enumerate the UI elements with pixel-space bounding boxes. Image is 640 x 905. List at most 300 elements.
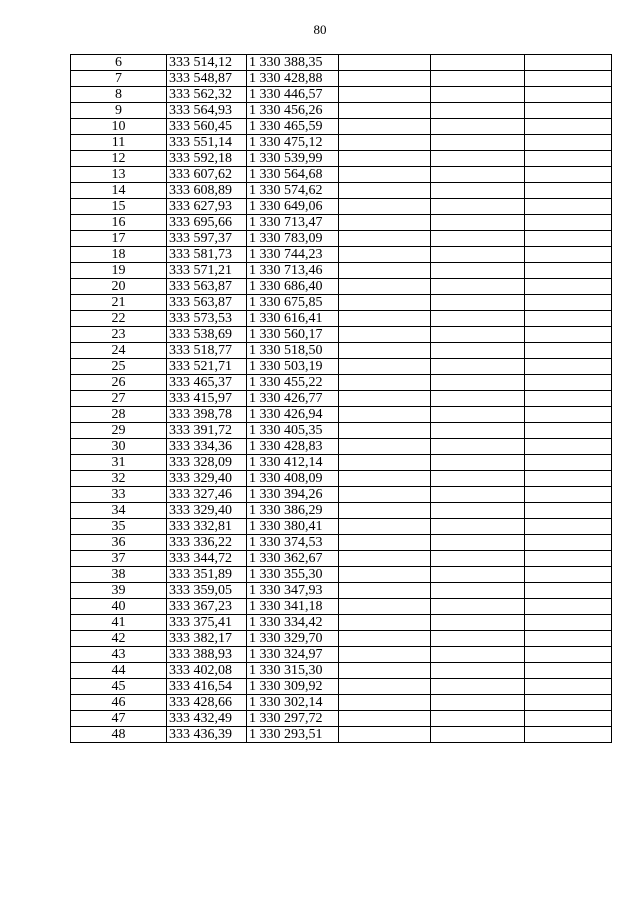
empty-cell (339, 183, 431, 199)
empty-cell (339, 519, 431, 535)
x-coordinate-cell: 333 436,39 (167, 727, 247, 743)
empty-cell (339, 407, 431, 423)
table-row (71, 663, 612, 679)
empty-cell (431, 199, 525, 215)
x-coordinate-cell: 333 627,93 (167, 199, 247, 215)
empty-cell (525, 407, 612, 423)
table-row (71, 567, 612, 583)
y-coordinate-cell: 1 330 744,23 (247, 247, 339, 263)
table-row (71, 231, 612, 247)
table-row (71, 327, 612, 343)
empty-cell (525, 295, 612, 311)
empty-cell (339, 55, 431, 71)
empty-cell (525, 215, 612, 231)
y-coordinate-cell: 1 330 475,12 (247, 135, 339, 151)
point-number-cell: 11 (71, 135, 167, 151)
empty-cell (431, 727, 525, 743)
table-row (71, 295, 612, 311)
table-row (71, 615, 612, 631)
y-coordinate-cell: 1 330 560,17 (247, 327, 339, 343)
empty-cell (431, 695, 525, 711)
y-coordinate-cell: 1 330 297,72 (247, 711, 339, 727)
empty-cell (525, 535, 612, 551)
empty-cell (339, 231, 431, 247)
table-row (71, 343, 612, 359)
point-number-cell: 30 (71, 439, 167, 455)
table-row (71, 359, 612, 375)
table-row (71, 695, 612, 711)
empty-cell (431, 151, 525, 167)
x-coordinate-cell: 333 562,32 (167, 87, 247, 103)
table-row (71, 487, 612, 503)
y-coordinate-cell: 1 330 713,47 (247, 215, 339, 231)
table-row (71, 375, 612, 391)
empty-cell (525, 727, 612, 743)
empty-cell (525, 679, 612, 695)
y-coordinate-cell: 1 330 341,18 (247, 599, 339, 615)
point-number-cell: 6 (71, 55, 167, 71)
point-number-cell: 22 (71, 311, 167, 327)
empty-cell (431, 471, 525, 487)
table-row (71, 439, 612, 455)
x-coordinate-cell: 333 695,66 (167, 215, 247, 231)
y-coordinate-cell: 1 330 713,46 (247, 263, 339, 279)
empty-cell (525, 55, 612, 71)
table-row (71, 471, 612, 487)
point-number-cell: 9 (71, 103, 167, 119)
point-number-cell: 39 (71, 583, 167, 599)
empty-cell (339, 487, 431, 503)
empty-cell (431, 615, 525, 631)
empty-cell (339, 535, 431, 551)
x-coordinate-cell: 333 327,46 (167, 487, 247, 503)
coordinates-table-body (71, 55, 612, 743)
y-coordinate-cell: 1 330 426,77 (247, 391, 339, 407)
empty-cell (525, 327, 612, 343)
empty-cell (339, 375, 431, 391)
point-number-cell: 7 (71, 71, 167, 87)
y-coordinate-cell: 1 330 309,92 (247, 679, 339, 695)
x-coordinate-cell: 333 573,53 (167, 311, 247, 327)
y-coordinate-cell: 1 330 649,06 (247, 199, 339, 215)
point-number-cell: 48 (71, 727, 167, 743)
table-row (71, 87, 612, 103)
y-coordinate-cell: 1 330 334,42 (247, 615, 339, 631)
point-number-cell: 46 (71, 695, 167, 711)
point-number-cell: 16 (71, 215, 167, 231)
empty-cell (525, 663, 612, 679)
point-number-cell: 35 (71, 519, 167, 535)
table-row (71, 599, 612, 615)
empty-cell (525, 279, 612, 295)
empty-cell (431, 439, 525, 455)
empty-cell (525, 391, 612, 407)
point-number-cell: 36 (71, 535, 167, 551)
point-number-cell: 26 (71, 375, 167, 391)
empty-cell (339, 727, 431, 743)
y-coordinate-cell: 1 330 783,09 (247, 231, 339, 247)
coordinates-table (70, 54, 612, 743)
empty-cell (431, 167, 525, 183)
table-row (71, 423, 612, 439)
empty-cell (339, 583, 431, 599)
empty-cell (431, 663, 525, 679)
x-coordinate-cell: 333 402,08 (167, 663, 247, 679)
point-number-cell: 14 (71, 183, 167, 199)
empty-cell (339, 391, 431, 407)
empty-cell (525, 359, 612, 375)
table-row (71, 167, 612, 183)
empty-cell (525, 599, 612, 615)
empty-cell (339, 551, 431, 567)
empty-cell (431, 647, 525, 663)
empty-cell (431, 423, 525, 439)
empty-cell (525, 615, 612, 631)
table-row (71, 311, 612, 327)
x-coordinate-cell: 333 607,62 (167, 167, 247, 183)
empty-cell (339, 423, 431, 439)
table-row (71, 711, 612, 727)
point-number-cell: 27 (71, 391, 167, 407)
y-coordinate-cell: 1 330 456,26 (247, 103, 339, 119)
empty-cell (525, 519, 612, 535)
y-coordinate-cell: 1 330 408,09 (247, 471, 339, 487)
empty-cell (431, 359, 525, 375)
x-coordinate-cell: 333 597,37 (167, 231, 247, 247)
empty-cell (431, 455, 525, 471)
empty-cell (431, 231, 525, 247)
y-coordinate-cell: 1 330 455,22 (247, 375, 339, 391)
empty-cell (339, 647, 431, 663)
point-number-cell: 15 (71, 199, 167, 215)
x-coordinate-cell: 333 344,72 (167, 551, 247, 567)
x-coordinate-cell: 333 334,36 (167, 439, 247, 455)
table-row (71, 391, 612, 407)
empty-cell (525, 135, 612, 151)
x-coordinate-cell: 333 581,73 (167, 247, 247, 263)
empty-cell (525, 311, 612, 327)
table-row (71, 535, 612, 551)
table-row (71, 407, 612, 423)
point-number-cell: 42 (71, 631, 167, 647)
empty-cell (431, 599, 525, 615)
point-number-cell: 38 (71, 567, 167, 583)
x-coordinate-cell: 333 332,81 (167, 519, 247, 535)
table-row (71, 455, 612, 471)
x-coordinate-cell: 333 432,49 (167, 711, 247, 727)
x-coordinate-cell: 333 608,89 (167, 183, 247, 199)
y-coordinate-cell: 1 330 405,35 (247, 423, 339, 439)
empty-cell (525, 247, 612, 263)
x-coordinate-cell: 333 551,14 (167, 135, 247, 151)
point-number-cell: 10 (71, 119, 167, 135)
x-coordinate-cell: 333 336,22 (167, 535, 247, 551)
x-coordinate-cell: 333 375,41 (167, 615, 247, 631)
point-number-cell: 19 (71, 263, 167, 279)
x-coordinate-cell: 333 415,97 (167, 391, 247, 407)
x-coordinate-cell: 333 388,93 (167, 647, 247, 663)
empty-cell (525, 455, 612, 471)
y-coordinate-cell: 1 330 503,19 (247, 359, 339, 375)
y-coordinate-cell: 1 330 362,67 (247, 551, 339, 567)
x-coordinate-cell: 333 428,66 (167, 695, 247, 711)
empty-cell (431, 583, 525, 599)
table-row (71, 55, 612, 71)
empty-cell (431, 87, 525, 103)
empty-cell (431, 295, 525, 311)
empty-cell (525, 343, 612, 359)
empty-cell (431, 503, 525, 519)
point-number-cell: 28 (71, 407, 167, 423)
y-coordinate-cell: 1 330 412,14 (247, 455, 339, 471)
x-coordinate-cell: 333 548,87 (167, 71, 247, 87)
empty-cell (525, 695, 612, 711)
x-coordinate-cell: 333 329,40 (167, 471, 247, 487)
y-coordinate-cell: 1 330 574,62 (247, 183, 339, 199)
table-row (71, 71, 612, 87)
empty-cell (339, 679, 431, 695)
x-coordinate-cell: 333 521,71 (167, 359, 247, 375)
table-row (71, 151, 612, 167)
y-coordinate-cell: 1 330 347,93 (247, 583, 339, 599)
empty-cell (525, 103, 612, 119)
empty-cell (525, 487, 612, 503)
empty-cell (431, 247, 525, 263)
point-number-cell: 31 (71, 455, 167, 471)
empty-cell (431, 679, 525, 695)
x-coordinate-cell: 333 560,45 (167, 119, 247, 135)
point-number-cell: 17 (71, 231, 167, 247)
y-coordinate-cell: 1 330 374,53 (247, 535, 339, 551)
empty-cell (431, 71, 525, 87)
empty-cell (525, 503, 612, 519)
point-number-cell: 33 (71, 487, 167, 503)
table-row (71, 215, 612, 231)
empty-cell (339, 599, 431, 615)
point-number-cell: 24 (71, 343, 167, 359)
empty-cell (525, 567, 612, 583)
empty-cell (339, 327, 431, 343)
x-coordinate-cell: 333 398,78 (167, 407, 247, 423)
empty-cell (339, 439, 431, 455)
empty-cell (525, 87, 612, 103)
empty-cell (525, 183, 612, 199)
empty-cell (525, 711, 612, 727)
table-row (71, 103, 612, 119)
y-coordinate-cell: 1 330 293,51 (247, 727, 339, 743)
empty-cell (431, 567, 525, 583)
empty-cell (525, 423, 612, 439)
table-row (71, 583, 612, 599)
empty-cell (339, 295, 431, 311)
empty-cell (431, 343, 525, 359)
empty-cell (431, 327, 525, 343)
y-coordinate-cell: 1 330 380,41 (247, 519, 339, 535)
y-coordinate-cell: 1 330 394,26 (247, 487, 339, 503)
empty-cell (339, 71, 431, 87)
empty-cell (339, 215, 431, 231)
table-row (71, 183, 612, 199)
empty-cell (339, 167, 431, 183)
empty-cell (339, 247, 431, 263)
empty-cell (525, 647, 612, 663)
empty-cell (525, 583, 612, 599)
y-coordinate-cell: 1 330 446,57 (247, 87, 339, 103)
point-number-cell: 34 (71, 503, 167, 519)
y-coordinate-cell: 1 330 426,94 (247, 407, 339, 423)
empty-cell (339, 103, 431, 119)
empty-cell (339, 711, 431, 727)
x-coordinate-cell: 333 563,87 (167, 295, 247, 311)
empty-cell (431, 631, 525, 647)
empty-cell (339, 631, 431, 647)
table-row (71, 647, 612, 663)
table-row (71, 247, 612, 263)
point-number-cell: 23 (71, 327, 167, 343)
empty-cell (431, 487, 525, 503)
table-row (71, 551, 612, 567)
empty-cell (431, 135, 525, 151)
y-coordinate-cell: 1 330 428,83 (247, 439, 339, 455)
empty-cell (339, 567, 431, 583)
empty-cell (339, 279, 431, 295)
point-number-cell: 44 (71, 663, 167, 679)
x-coordinate-cell: 333 351,89 (167, 567, 247, 583)
x-coordinate-cell: 333 328,09 (167, 455, 247, 471)
y-coordinate-cell: 1 330 686,40 (247, 279, 339, 295)
table-row (71, 679, 612, 695)
table-row (71, 279, 612, 295)
x-coordinate-cell: 333 592,18 (167, 151, 247, 167)
empty-cell (525, 71, 612, 87)
empty-cell (431, 103, 525, 119)
empty-cell (431, 311, 525, 327)
table-row (71, 519, 612, 535)
x-coordinate-cell: 333 367,23 (167, 599, 247, 615)
empty-cell (525, 231, 612, 247)
x-coordinate-cell: 333 465,37 (167, 375, 247, 391)
table-row (71, 263, 612, 279)
y-coordinate-cell: 1 330 324,97 (247, 647, 339, 663)
empty-cell (339, 615, 431, 631)
y-coordinate-cell: 1 330 428,88 (247, 71, 339, 87)
y-coordinate-cell: 1 330 518,50 (247, 343, 339, 359)
point-number-cell: 32 (71, 471, 167, 487)
empty-cell (339, 503, 431, 519)
point-number-cell: 20 (71, 279, 167, 295)
point-number-cell: 13 (71, 167, 167, 183)
empty-cell (525, 119, 612, 135)
empty-cell (525, 631, 612, 647)
point-number-cell: 37 (71, 551, 167, 567)
y-coordinate-cell: 1 330 564,68 (247, 167, 339, 183)
empty-cell (431, 215, 525, 231)
empty-cell (431, 391, 525, 407)
table-row (71, 503, 612, 519)
empty-cell (339, 263, 431, 279)
x-coordinate-cell: 333 514,12 (167, 55, 247, 71)
empty-cell (339, 199, 431, 215)
x-coordinate-cell: 333 329,40 (167, 503, 247, 519)
empty-cell (339, 455, 431, 471)
empty-cell (525, 263, 612, 279)
x-coordinate-cell: 333 564,93 (167, 103, 247, 119)
point-number-cell: 43 (71, 647, 167, 663)
table-row (71, 199, 612, 215)
point-number-cell: 45 (71, 679, 167, 695)
empty-cell (431, 519, 525, 535)
x-coordinate-cell: 333 359,05 (167, 583, 247, 599)
empty-cell (431, 183, 525, 199)
empty-cell (339, 151, 431, 167)
x-coordinate-cell: 333 382,17 (167, 631, 247, 647)
x-coordinate-cell: 333 518,77 (167, 343, 247, 359)
empty-cell (525, 167, 612, 183)
y-coordinate-cell: 1 330 329,70 (247, 631, 339, 647)
x-coordinate-cell: 333 571,21 (167, 263, 247, 279)
point-number-cell: 18 (71, 247, 167, 263)
y-coordinate-cell: 1 330 302,14 (247, 695, 339, 711)
empty-cell (431, 407, 525, 423)
empty-cell (431, 119, 525, 135)
y-coordinate-cell: 1 330 355,30 (247, 567, 339, 583)
empty-cell (525, 199, 612, 215)
point-number-cell: 12 (71, 151, 167, 167)
empty-cell (525, 551, 612, 567)
empty-cell (339, 135, 431, 151)
y-coordinate-cell: 1 330 388,35 (247, 55, 339, 71)
empty-cell (431, 711, 525, 727)
empty-cell (431, 375, 525, 391)
empty-cell (339, 311, 431, 327)
empty-cell (525, 375, 612, 391)
empty-cell (339, 695, 431, 711)
point-number-cell: 8 (71, 87, 167, 103)
empty-cell (339, 471, 431, 487)
empty-cell (431, 551, 525, 567)
page-number: 80 (313, 22, 327, 37)
empty-cell (431, 263, 525, 279)
y-coordinate-cell: 1 330 539,99 (247, 151, 339, 167)
y-coordinate-cell: 1 330 315,30 (247, 663, 339, 679)
empty-cell (525, 439, 612, 455)
point-number-cell: 40 (71, 599, 167, 615)
y-coordinate-cell: 1 330 386,29 (247, 503, 339, 519)
y-coordinate-cell: 1 330 616,41 (247, 311, 339, 327)
x-coordinate-cell: 333 563,87 (167, 279, 247, 295)
empty-cell (339, 119, 431, 135)
point-number-cell: 25 (71, 359, 167, 375)
empty-cell (525, 471, 612, 487)
empty-cell (431, 55, 525, 71)
x-coordinate-cell: 333 416,54 (167, 679, 247, 695)
table-row (71, 135, 612, 151)
table-row (71, 631, 612, 647)
table-row (71, 727, 612, 743)
empty-cell (431, 279, 525, 295)
point-number-cell: 29 (71, 423, 167, 439)
point-number-cell: 21 (71, 295, 167, 311)
empty-cell (339, 359, 431, 375)
x-coordinate-cell: 333 391,72 (167, 423, 247, 439)
empty-cell (431, 535, 525, 551)
x-coordinate-cell: 333 538,69 (167, 327, 247, 343)
y-coordinate-cell: 1 330 675,85 (247, 295, 339, 311)
empty-cell (339, 87, 431, 103)
table-row (71, 119, 612, 135)
empty-cell (339, 663, 431, 679)
point-number-cell: 47 (71, 711, 167, 727)
